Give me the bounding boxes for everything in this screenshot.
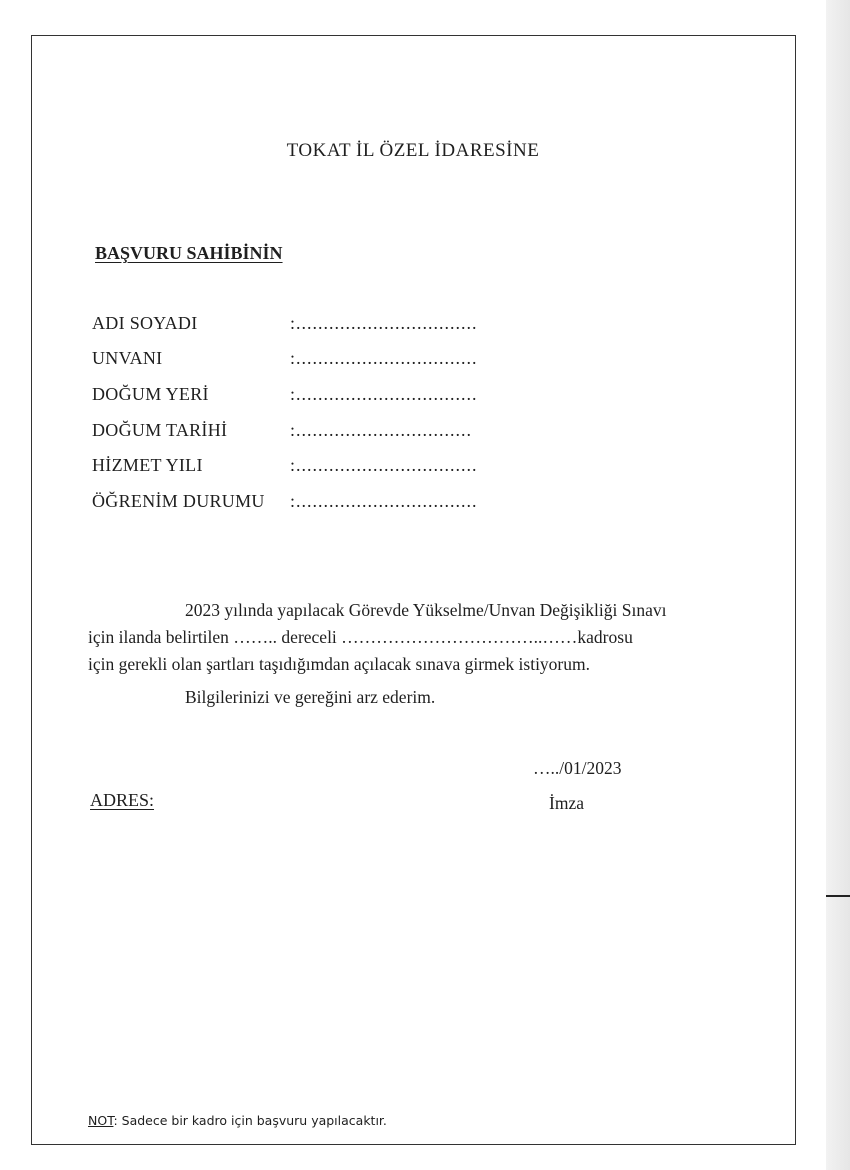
field-label: DOĞUM YERİ — [92, 384, 209, 404]
field-row-title — [92, 348, 478, 372]
field-row-birthdate — [92, 420, 472, 444]
document-title: TOKAT İL ÖZEL İDARESİNE — [286, 140, 540, 161]
field-label: HİZMET YILI — [92, 455, 203, 475]
field-label: ÖĞRENİM DURUMU — [92, 491, 265, 511]
scan-edge-mark — [826, 895, 850, 897]
paragraph-line: 2023 yılında yapılacak Görevde Yükselme/Unvan Değişikliği Sınavı — [185, 600, 667, 620]
field-value: :................................. — [290, 384, 478, 404]
field-row-birthplace — [92, 384, 478, 408]
field-value: :................................. — [290, 313, 478, 333]
field-label: UNVANI — [92, 348, 163, 368]
scan-edge — [826, 0, 850, 1170]
note-text: : Sadece bir kadro için başvuru yapılacaktır. — [113, 1113, 387, 1128]
field-row-service-years — [92, 455, 478, 479]
section-heading: BAŞVURU SAHİBİNİN — [95, 243, 283, 263]
field-value: :................................. — [290, 491, 478, 511]
signature-label: İmza — [549, 793, 584, 813]
paragraph-line: için ilanda belirtilen …….. dereceli ……………………………..……kadrosu — [88, 627, 633, 647]
closing-text: Bilgilerinizi ve gereğini arz ederim. — [185, 687, 436, 707]
field-value: :................................ — [290, 420, 473, 440]
date-field: …../01/2023 — [533, 758, 622, 778]
field-label: DOĞUM TARİHİ — [92, 420, 228, 440]
paragraph-line: için gerekli olan şartları taşıdığımdan açılacak sınava girmek istiyorum. — [88, 654, 590, 674]
field-row-name — [92, 313, 478, 337]
closing-paragraph — [88, 684, 728, 711]
page-frame — [31, 35, 796, 1145]
field-row-education — [92, 491, 478, 515]
footer-note — [88, 1113, 387, 1128]
field-value: :................................. — [290, 348, 478, 368]
field-value: :................................. — [290, 455, 478, 475]
field-label: ADI SOYADI — [92, 313, 198, 333]
note-label: NOT — [88, 1113, 114, 1128]
application-paragraph — [88, 597, 728, 678]
address-label: ADRES: — [90, 790, 155, 810]
